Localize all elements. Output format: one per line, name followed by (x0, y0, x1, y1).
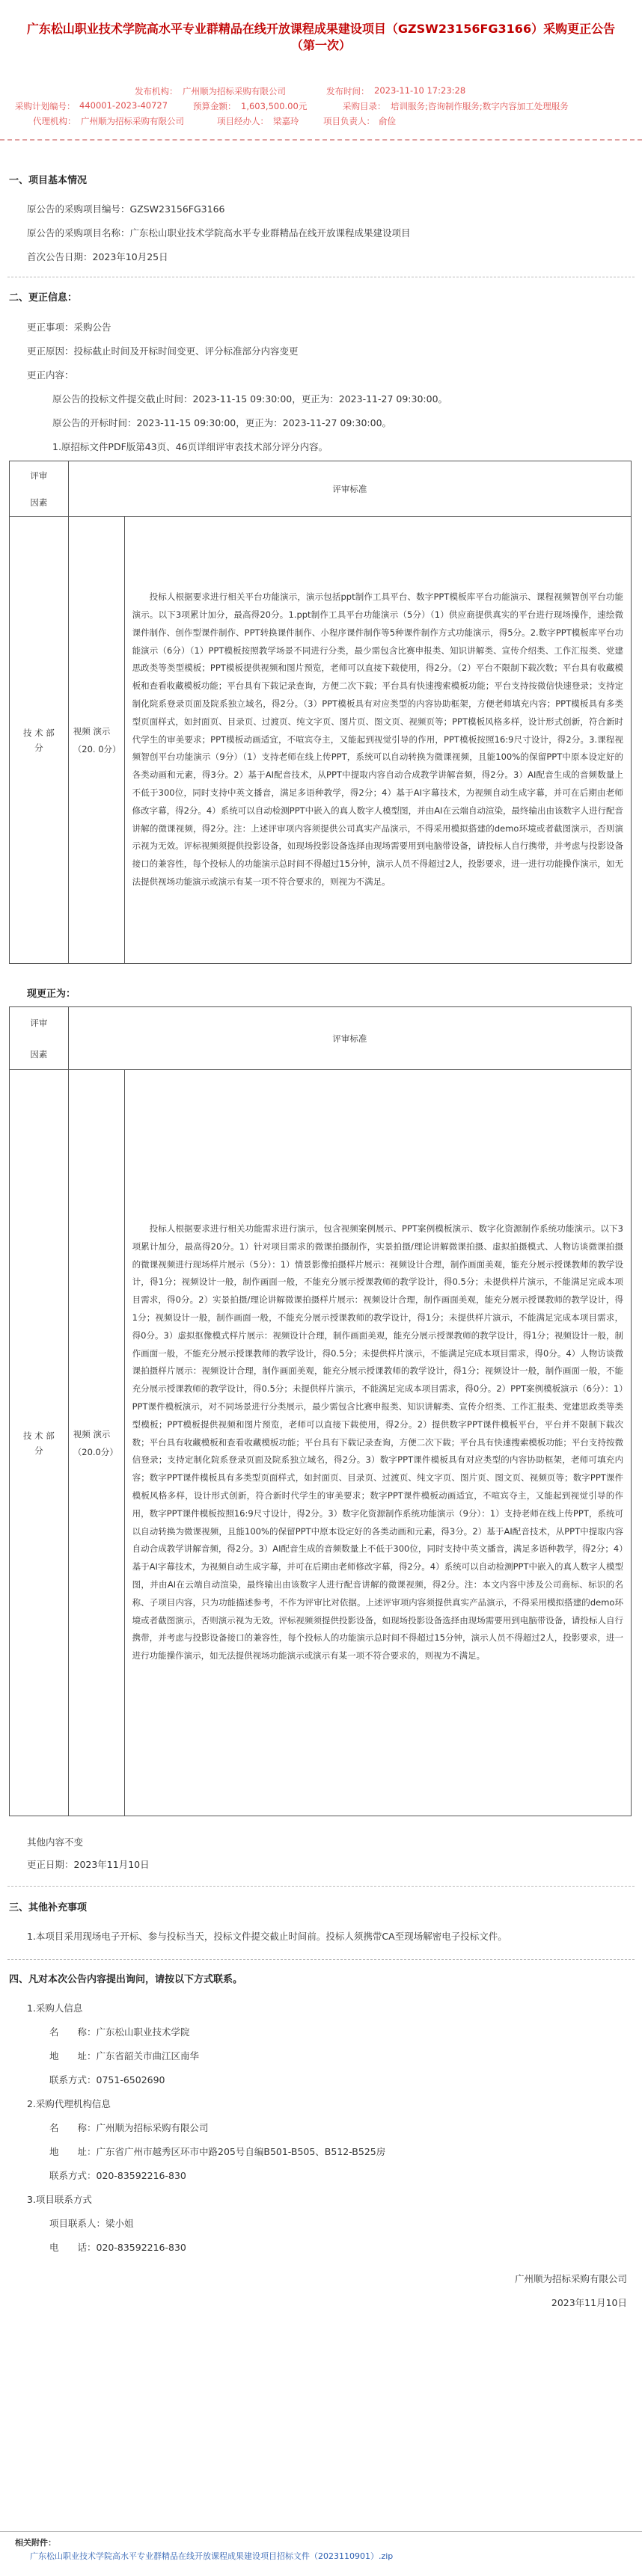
correction-item: 更正事项：采购公告 (27, 322, 111, 333)
sub-factor-cell: 视频 演示（20. 0分） (68, 517, 124, 964)
attachments-title: 相关附件： (15, 2538, 56, 2548)
budget-value: 1,603,500.00元 (241, 101, 308, 111)
pubtime-label: 发布时间： (326, 86, 370, 96)
orig-project-name: 原公告的采购项目名称：广东松山职业技术学院高水平专业群精品在线开放课程成果建设项目 (27, 227, 411, 239)
project-contact-person-value: 梁小姐 (106, 2218, 134, 2229)
project-manager-value: 梁嘉玲 (273, 116, 299, 126)
criteria-cell (124, 517, 631, 964)
project-lead-value: 俞俭 (379, 116, 396, 126)
agency-contact-value: 020-83592216-830 (96, 2170, 186, 2181)
page-title: 广东松山职业技术学院高水平专业群精品在线开放课程成果建设项目（GZSW23156FG3166）采购更正公告（第一次） (26, 22, 616, 52)
table-row (10, 517, 632, 964)
agency-contact (49, 2168, 186, 2182)
agency-address-value: 广东省广州市越秀区环市中路205号自编B501-B505、B512-B525房 (96, 2146, 386, 2157)
project-contact-person (49, 2216, 134, 2230)
section-1-heading: 一、项目基本情况 (9, 175, 88, 186)
header-factor (10, 461, 69, 517)
purchaser-address-value: 广东省韶关市曲江区南华 (96, 2050, 200, 2062)
attachment-link[interactable]: 广东松山职业技术学院高水平专业群精品在线开放课程成果建设项目招标文件（2023110901）.zip (30, 2551, 394, 2561)
correction-date: 更正日期：2023年11月10日 (27, 1859, 150, 1870)
criteria-cell (124, 1070, 631, 1816)
purchaser-address (49, 2049, 199, 2062)
section-3-heading: 三、其他补充事项 (9, 1902, 88, 1913)
corrected-heading: 现更正为： (27, 989, 76, 1000)
purchaser-info-heading: 1.采购人信息 (27, 2002, 83, 2014)
section-4-heading: 四、凡对本次公告内容提出询问，请按以下方式联系。 (9, 1974, 243, 1985)
criteria-text: 投标人根据要求进行相关功能需求进行演示，包含视频案例展示、PPT案例模板演示、数字化资源制作系统功能演示。以下3项累计加分，最高得20分。1）针对项目需求的微课拍摄制作，实景拍摄/理论讲解微课拍摄、虚拟拍摄模式、人物访谈微课拍摄的微课视频进行现场样片展示（5分）：1）情景影像拍摄样片展示：视频设计合理，制作画面美观，能充分展示授课教师的教学设计，得1分；视频设计一般，制作画面一般，不能充分展示授课教师的教学设计，得0.5分；未提供样片演示，不能满足完成本项目需求，得0分。2）实景拍摄/理论讲解微课拍摄样片展示：视频设计合理，制作画面美观，能充分展示授课教师的教学设计，得1分；视频设计一般，制作画面一般，不能充分展示授课教师的教学设计，得1分；未提供样片演示，不能满足完成本项目需求，得0分。3）虚拟抠像模式样片展示：视频设计合理，制作画面美观，能充分展示授课教师的教学设计，得1分；视频设计一般，制作画面一般，不能充分展示授课教师的教学设计，得0.5分；未提供样片演示，不能满足完成本项目需求，得0分。4）人物访谈微课拍摄样片展示：视频设计合理，制作画面美观，能充分展示授课教师的教学设计，得1分；视频设计一般，制作画面一般，不能充分展示授课教师的教学设计，得0.5分；未提供样片演示，不能满足完成本项目需求，得0分。2）PPT案例模板演示（6分）：1）PPT课件模板演示，对不同场景进行分类展示，最少需包含比赛申报类、知识讲解类、宣传介绍类、工作汇报类、党建思政类等类型模板；PPT模板提供视频和图片预览，老师可以直接下载使用，得2分。2）提供数字PPT课件模板平台，平台并不限制下载次数；平台具有收藏模板和查看收藏模板功能；平台具有下载记录查询，方便二次下载；平台具有快速搜索模板功能；平台支持按微信登录；支持定制化院系登录页面及院系独立域名，得2分。3）数字PPT课件模板具有对应类型的内容协助框架，老师可填充内容；数字PPT课件模板具有多类型页面样式，如封面页、目录页、过渡页、纯文字页、图片页、图文页、视频页等；数字PPT课件模板风格多样，设计形式创新，符合新时代学生的审美要求；数字PPT课件模板动画适宜，不喧宾夺主，又能起到视觉引导的作用，数字PPT课件模板按照16:9尺寸设计，得2分。3）数字化资源制作系统功能演示（9分）：1）支持老师在线上传PPT，系统可以自动转换为微课视频，且能100%的保留PPT中原本设定好的各类动画和元素，得3分。2）基于AI配音技术，从PPT中提取内容自动合成教学讲解音频，得2分。3）AI配音生成的音频数量上不低于300位，同时支持中英文播音，满足多语种教学，得2分；4）基于AI字幕技术，为视频自动生成字幕，并可在后期由老师修改字幕，得2分。4）系统可以自动检测PPT中嵌入的真人数字人模型图，并由AI在云端自动渲染，最终输出由该数字人进行配音讲解的微课视频，得2分。注：本文内容中涉及公司商标、标识的名称、子项目内容，只为功能描述参考，不作为评审比对依据。上述评审项内容须提供真实产品演示，不得采用模拟搭建的demo环境或者截图演示，否则演示视为无效。评标视频须提供投影设备，如现场投影设备选择由现场需要用到电脑带设备，请投标人自行携带，并考虑与投影设备接口的兼容性，每个投标人的功能演示总时间不得超过15分钟，演示人员不得超过2人，投影要求，进一进行功能操作演示，如无法提供视场功能演示或演示有某一项不符合要求的，则视为不满足。 (132, 1223, 623, 1662)
purchaser-contact-value: 0751-6502690 (96, 2074, 165, 2085)
divider (7, 1886, 635, 1887)
publisher-label: 发布机构： (135, 86, 178, 96)
publisher-value: 广州顺为招标采购有限公司 (183, 86, 286, 96)
opening-time-change: 原公告的开标时间：2023-11-15 09:30:00，更正为：2023-11-27 09:30:00。 (52, 417, 392, 428)
project-contact-person-label: 项目联系人： (49, 2218, 106, 2229)
signature-date: 2023年11月10日 (551, 2297, 627, 2308)
project-contact-heading: 3.项目联系方式 (27, 2194, 92, 2205)
table-header-row (10, 1007, 632, 1070)
supplement-1: 1.本项目采用现场电子开标、参与投标当天，投标文件提交截止时间前。投标人须携带CA至现场解密电子投标文件。 (27, 1931, 507, 1942)
purchaser-name (49, 2025, 190, 2038)
purchaser-contact (49, 2073, 165, 2086)
agency-name-label: 名 称： (49, 2122, 97, 2133)
project-contact-phone-label: 电 话： (49, 2242, 97, 2253)
plan-label: 采购计划编号： (15, 101, 76, 111)
header-factor-line2: 因素 (30, 1048, 48, 1060)
pdf-reference-note: 1.原招标文件PDF版第43页、46页详细评审表技术部分评分内容。 (52, 441, 328, 452)
factor-cell: 技 术 部分 (10, 1070, 69, 1816)
pubtime-value: 2023-11-10 17:23:28 (374, 85, 466, 96)
sub-factor-cell: 视频 演示（20.0分） (68, 1070, 124, 1816)
agency-name-value: 广州顺为招标采购有限公司 (96, 2122, 209, 2133)
header-factor-line1: 评审 (30, 1017, 48, 1028)
table-row (10, 1070, 632, 1816)
original-criteria-table (9, 461, 632, 964)
signature-org: 广州顺为招标采购有限公司 (514, 2273, 627, 2284)
project-contact-phone (49, 2240, 186, 2254)
project-contact-phone-value: 020-83592216-830 (96, 2242, 186, 2253)
header-factor-line2: 因素 (30, 497, 48, 508)
factor-cell: 技 术 部分 (10, 517, 69, 964)
correction-content-label: 更正内容： (27, 369, 74, 381)
section-2-heading: 二、更正信息： (9, 292, 78, 304)
purchaser-name-value: 广东松山职业技术学院 (96, 2026, 190, 2038)
budget-label: 预算金额： (193, 101, 236, 111)
first-notice-date: 首次公告日期：2023年10月25日 (27, 251, 168, 262)
category-value: 培训服务;咨询制作服务;数字内容加工处理服务 (391, 101, 569, 111)
criteria-text: 投标人根据要求进行相关平台功能演示，演示包括ppt制作工具平台、数字PPT模板库平台功能演示、课程视频智创平台功能演示。以下3项累计加分，最高得20分。1.ppt制作工具平台功能演示（5分）（1）供应商提供真实的平台进行现场操作，速绘微课件制作、创作型课件制作、PPT转换课件制作、小程序课件制作等5种课件制作方式功能演示，得5分。2.数字PPT模板库平台功能演示（6分）（1）PPT模板按照教学场景不同进行分类，最少需包含比赛申报类、知识讲解类、宣传介绍类、工作汇报类、党建思政类等类型模板；PPT模板提供视频和图片预览，老师可以直接下载使用，得2分。（2）平台不限制下载次数；平台具有收藏模板和查看收藏模板功能；平台具有下载记录查询，方便二次下载；平台具有快速搜索模板功能；平台支持按微信快速登录；支持定制化院系登录页面及院系独立域名，得2分。（3）PPT模板具有对应类型的内容协助框架，方便老师填充内容；PPT模板具有多类型页面样式，如封面页、目录页、过渡页、纯文字页、图片页、图文页、视频页等；PPT模板风格多样，设计形式创新，符合新时代学生的审美要求；PPT模板动画适宜，不喧宾夺主，又能起到视觉引导的作用，PPT模板按照16:9尺寸设计，得2分。3.课程视频智创平台功能演示（9分）（1）支持老师在线上传PPT，系统可以自动转换为微课视频，且能100%的保留PPT中原本设定好的各类动画和元素，得3分。2）基于AI配音技术，从PPT中提取内容自动合成教学讲解音频，得2分。3）AI配音生成的音频数量上不低于300位，同时支持中英文播音，满足多语种教学，得2分；4）基于AI字幕技术，为视频自动生成字幕，并可在后期由老师修改字幕，得2分。4）系统可以自动检测PPT中嵌入的真人数字人模型图，并由AI在云端自动渲染，最终输出由该数字人进行配音讲解的微课视频，得2分。注：上述评审项内容须提供公司真实产品演示，不得采用模拟搭建的demo环境或者截图演示，否则演示视为无效。评标视频须提供投影设备，如现场投影设备选择由现场需要用到电脑带设备，请投标人自行携带，并考虑与投影设备接口的兼容性，每个投标人的功能演示总时间不得超过15分钟，演示人员不得超过2人，投影要求，进一进行功能操作演示，如无法提供视场功能演示或演示有某一项不符合要求的，则视为不满足。 (132, 591, 623, 887)
corrected-criteria-table (9, 1006, 632, 1816)
agency-name (49, 2121, 209, 2134)
header-factor-line1: 评审 (30, 470, 48, 481)
purchaser-contact-label: 联系方式： (49, 2074, 97, 2085)
category-label: 采购目录： (343, 101, 386, 111)
orig-project-code: 原公告的采购项目编号：GZSW23156FG3166 (27, 203, 225, 215)
agency-label: 代理机构： (33, 116, 76, 126)
agency-value[interactable]: 广州顺为招标采购有限公司 (81, 116, 184, 126)
header-separator (0, 139, 642, 141)
agency-contact-label: 联系方式： (49, 2170, 97, 2181)
purchaser-name-label: 名 称： (49, 2026, 97, 2038)
others-unchanged: 其他内容不变 (27, 1836, 84, 1848)
table-header-row (10, 461, 632, 517)
header-factor (10, 1007, 69, 1070)
deadline-change: 原公告的投标文件提交截止时间：2023-11-15 09:30:00，更正为：2023-11-27 09:30:00。 (52, 393, 448, 405)
correction-reason: 更正原因：投标截止时间及开标时间变更、评分标准部分内容变更 (27, 345, 299, 357)
footer-divider (0, 2531, 642, 2532)
project-manager-label: 项目经办人： (217, 116, 269, 126)
header-criteria: 评审标准 (68, 1007, 631, 1070)
agency-address-label: 地 址： (49, 2146, 97, 2157)
project-lead-label: 项目负责人： (323, 116, 375, 126)
header-criteria: 评审标准 (68, 461, 631, 517)
divider (7, 1959, 635, 1960)
plan-value: 440001-2023-40727 (79, 100, 168, 111)
purchaser-address-label: 地 址： (49, 2050, 97, 2062)
agency-info-heading: 2.采购代理机构信息 (27, 2098, 111, 2109)
agency-address (49, 2145, 385, 2158)
